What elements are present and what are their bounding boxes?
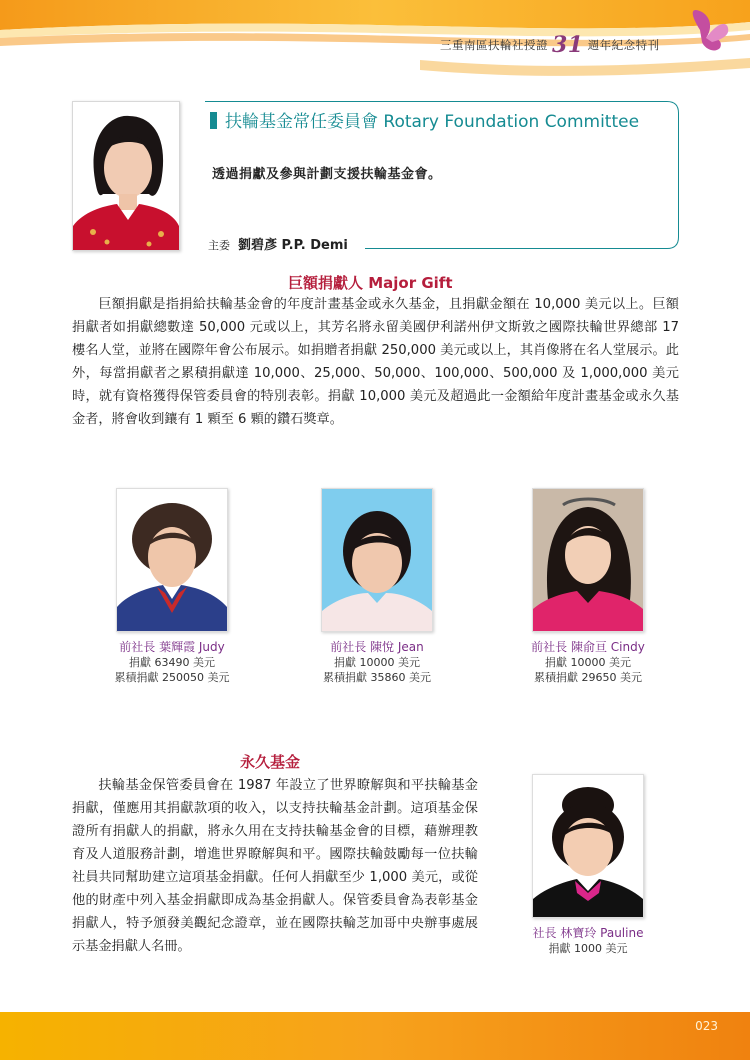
donor-cumulative: 累積捐獻 35860 美元 — [323, 671, 431, 684]
donor-name: 前社長 葉輝霞 Judy — [119, 640, 225, 654]
major-gift-paragraph: 巨額捐獻是指捐給扶輪基金會的年度計畫基金或永久基金，且捐獻金額在 10,000 美元以上。巨額捐獻者如捐獻總數達 50,000 元或以上，其芳名將永留美國伊利諾州伊文斯敦之國際扶輪世界總部 17 樓名人堂，並將在國際年會公布展示。如捐贈者捐獻 250,000 美元或以上，其肖像將在名人堂展示。此外，每當捐獻者之累積捐獻達 10,000、25,000、50,000、100,000、500,000 及 1,000,000 美元時，就有資格獲得保管委員會的特別表彰。捐獻 10,000 美元及超過此一金額給年度計畫基金或永久基金者，將會收到鑲有 1 顆至 6 顆的鑽石獎章。 — [72, 297, 679, 427]
chair-role: 主委 — [208, 239, 230, 252]
donor-photo — [532, 488, 644, 632]
header-title: 三重南區扶輪社授證 31 週年紀念特刊 — [440, 32, 660, 58]
committee-chair — [208, 234, 348, 253]
endowment-heading: 永久基金 — [240, 753, 301, 771]
committee-description: 透過捐獻及參與計劃支援扶輪基金會。 — [212, 167, 442, 182]
major-gift-heading: 巨額捐獻人 Major Gift — [288, 274, 453, 292]
committee-title: 扶輪基金常任委員會 Rotary Foundation Committee — [210, 107, 639, 132]
donor-card — [102, 488, 242, 685]
donor-cumulative: 累積捐獻 250050 美元 — [114, 671, 230, 684]
donor-cumulative: 累積捐獻 29650 美元 — [534, 671, 642, 684]
president-card — [518, 774, 658, 956]
donor-name: 前社長 陳悅 Jean — [330, 640, 424, 654]
footer-bar — [0, 1012, 750, 1060]
page-number: 023 — [695, 1019, 718, 1033]
donor-name: 前社長 陳俞亘 Cindy — [531, 640, 645, 654]
president-donation: 捐獻 1000 美元 — [548, 942, 628, 955]
donor-donation: 捐獻 10000 美元 — [545, 656, 631, 669]
donor-photo — [116, 488, 228, 632]
donor-card — [307, 488, 447, 685]
donor-donation: 捐獻 10000 美元 — [334, 656, 420, 669]
chair-name: 劉碧彥 P.P. Demi — [238, 238, 348, 253]
donor-donation: 捐獻 63490 美元 — [129, 656, 215, 669]
title-marker — [210, 112, 217, 129]
president-photo — [532, 774, 644, 918]
president-name: 社長 林寶玲 Pauline — [532, 926, 644, 940]
anniversary-number: 31 — [552, 32, 584, 58]
donor-card — [518, 488, 658, 685]
chair-portrait — [72, 101, 180, 251]
endowment-paragraph: 扶輪基金保管委員會在 1987 年設立了世界瞭解與和平扶輪基金捐獻，僅應用其捐獻款項的收入，以支持扶輪基金計劃。這項基金保證所有捐獻人的捐獻，將永久用在支持扶輪基金會的目標，藉辦理教育及人道服務計劃，增進世界瞭解與和平。國際扶輪鼓勵每一位扶輪社員共同幫助建立這項基金捐獻。任何人捐獻至少 1,000 美元，或從他的財產中列入基金捐獻即成為基金捐獻人。保管委員會為表彰基金捐獻人，特予頒發美觀紀念證章，並在國際扶輪芝加哥中央辦事處展示基金捐獻人名冊。 — [72, 778, 478, 954]
donor-photo — [321, 488, 433, 632]
